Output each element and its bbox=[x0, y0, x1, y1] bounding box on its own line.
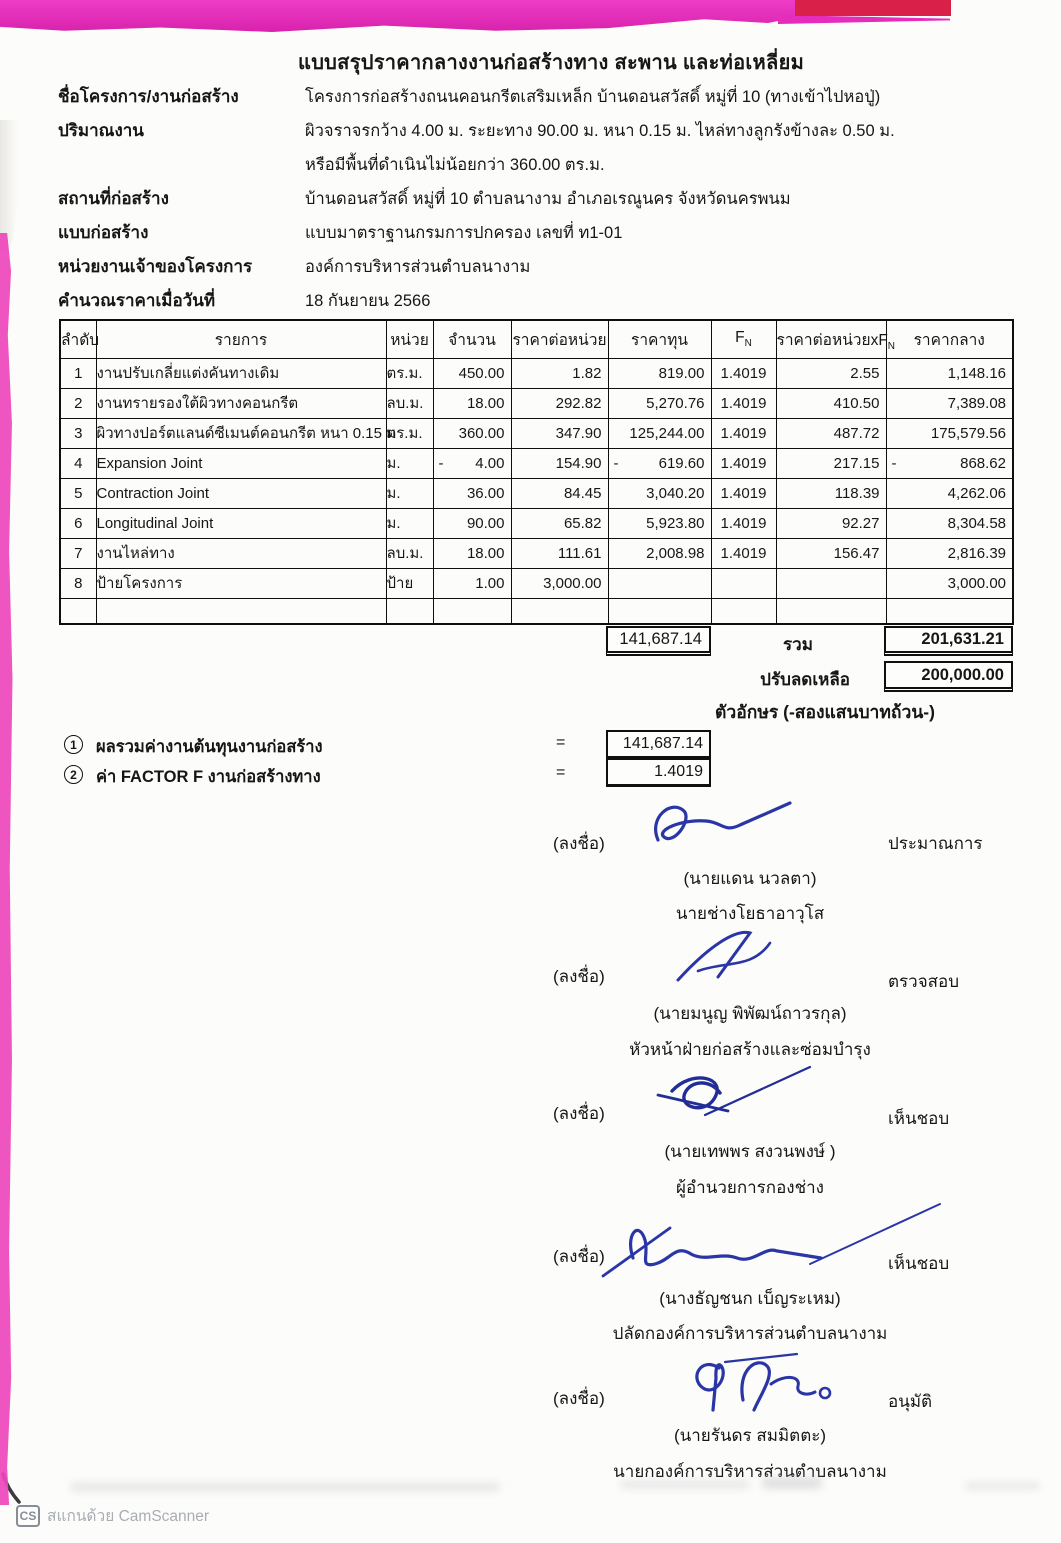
value: 1.00 bbox=[475, 574, 505, 592]
scan-artifact-left-strip bbox=[0, 233, 13, 1505]
cell-factor-f: 1.4019 bbox=[711, 538, 776, 568]
cell-mid-price bbox=[886, 508, 1013, 538]
cell-unit-price bbox=[511, 418, 608, 448]
cell-item-description: Contraction Joint bbox=[96, 478, 386, 508]
table-header-cell bbox=[886, 320, 1013, 358]
scan-ghost-smudge bbox=[762, 1477, 822, 1489]
cell-quantity bbox=[433, 358, 511, 388]
value: 8,304.58 bbox=[947, 514, 1006, 532]
cell-unit-price-xfn bbox=[776, 358, 886, 388]
cell-index: 7 bbox=[60, 538, 96, 568]
value: 410.50 bbox=[833, 394, 880, 412]
cell-quantity bbox=[433, 568, 511, 598]
sum-label: รวม bbox=[783, 635, 813, 654]
value: 3,000.00 bbox=[947, 574, 1006, 592]
cell-mid-price bbox=[886, 568, 1013, 598]
field-label: คำนวณราคาเมื่อวันที่ bbox=[58, 291, 216, 310]
cell-cost bbox=[608, 598, 711, 624]
value: 3,000.00 bbox=[543, 574, 602, 592]
cell-index: 3 bbox=[60, 418, 96, 448]
sign-here-label: (ลงชื่อ) bbox=[553, 1247, 605, 1266]
cell-unit-price bbox=[511, 478, 608, 508]
cell-unit-price bbox=[511, 568, 608, 598]
equals-sign: = bbox=[556, 734, 566, 751]
document-title: แบบสรุปราคากลางงานก่อสร้างทาง สะพาน และท่อเหลี่ยม bbox=[298, 52, 805, 74]
value: 65.82 bbox=[563, 514, 602, 532]
scan-page-curl-shadow bbox=[0, 120, 18, 250]
value: 92.27 bbox=[841, 514, 880, 532]
table-row bbox=[60, 388, 1013, 418]
header-field-row bbox=[58, 184, 1018, 218]
cell-factor-f: 1.4019 bbox=[711, 358, 776, 388]
value: 175,579.56 bbox=[930, 424, 1006, 442]
amount-in-words: ตัวอักษร (-สองแสนบาทถ้วน-) bbox=[715, 702, 935, 722]
value: 347.90 bbox=[555, 424, 602, 442]
cell-mid-price bbox=[886, 598, 1013, 624]
cell-unit-price-xfn bbox=[776, 388, 886, 418]
signature-role: ประมาณการ bbox=[888, 834, 983, 853]
value: 84.45 bbox=[563, 484, 602, 502]
table-row bbox=[60, 478, 1013, 508]
field-label: หน่วยงานเจ้าของโครงการ bbox=[58, 257, 253, 276]
summary-value-2-box: 1.4019 bbox=[606, 758, 711, 787]
signature-role: อนุมัติ bbox=[888, 1392, 933, 1411]
cell-item-description: ผิวทางปอร์ตแลนด์ซีเมนต์คอนกรีต หนา 0.15 ม bbox=[96, 418, 386, 448]
header-text: ราคาทุน bbox=[631, 331, 688, 349]
cell-mid-price bbox=[886, 388, 1013, 418]
cell-index: 4 bbox=[60, 448, 96, 478]
header-fields bbox=[58, 82, 1018, 320]
value: 819.00 bbox=[658, 364, 705, 382]
value: 90.00 bbox=[466, 514, 505, 532]
cell-unit-price bbox=[511, 508, 608, 538]
cell-item-description: Longitudinal Joint bbox=[96, 508, 386, 538]
cell-unit-price-xfn bbox=[776, 418, 886, 448]
value: 292.82 bbox=[555, 394, 602, 412]
value: 487.72 bbox=[833, 424, 880, 442]
header-text: รายการ bbox=[214, 331, 268, 349]
sign-here-label: (ลงชื่อ) bbox=[553, 1389, 605, 1408]
cell-unit-price-xfn bbox=[776, 538, 886, 568]
value: 868.62 bbox=[960, 454, 1006, 472]
field-value: หรือมีพื้นที่ดำเนินไม่น้อยกว่า 360.00 ตร.ม. bbox=[305, 156, 605, 174]
cell-cost bbox=[608, 358, 711, 388]
field-label: แบบก่อสร้าง bbox=[58, 223, 149, 242]
cell-cost bbox=[608, 568, 711, 598]
signer-position: นายช่างโยธาอาวุโส bbox=[675, 904, 825, 923]
cell-unit: ป้าย bbox=[386, 568, 433, 598]
header-field-row bbox=[58, 218, 1018, 252]
reduced-value-box: 200,000.00 bbox=[884, 661, 1013, 692]
header-field-row bbox=[58, 252, 1018, 286]
field-value: 18 กันยายน 2566 bbox=[305, 292, 431, 310]
scan-artifact-top-strip bbox=[0, 0, 800, 32]
cell-cost bbox=[608, 418, 711, 448]
summary-label-2: ค่า FACTOR F งานก่อสร้างทาง bbox=[96, 768, 321, 786]
cell-item-description bbox=[96, 598, 386, 624]
cell-factor-f: 1.4019 bbox=[711, 388, 776, 418]
table-header-cell bbox=[511, 320, 608, 358]
cell-index: 2 bbox=[60, 388, 96, 418]
header-field-row bbox=[58, 150, 1018, 184]
header-field-row bbox=[58, 116, 1018, 150]
value: 360.00 bbox=[458, 424, 505, 442]
cell-unit-price-xfn bbox=[776, 598, 886, 624]
table-header-cell bbox=[433, 320, 511, 358]
value: 3,040.20 bbox=[646, 484, 705, 502]
signature-ink-2 bbox=[670, 925, 820, 987]
table-header-cell bbox=[96, 320, 386, 358]
header-subscript: N bbox=[744, 338, 752, 350]
summary-number-2: 2 bbox=[64, 765, 83, 784]
cell-factor-f: 1.4019 bbox=[711, 478, 776, 508]
value: 619.60 bbox=[658, 454, 705, 472]
cell-factor-f: 1.4019 bbox=[711, 418, 776, 448]
scan-ghost-smudge bbox=[70, 1482, 500, 1492]
field-value: ผิวจราจรกว้าง 4.00 ม. ระยะทาง 90.00 ม. หนา 0.15 ม. ไหล่ทางลูกรังข้างละ 0.50 ม. bbox=[305, 122, 895, 140]
header-text: F bbox=[735, 329, 745, 347]
cell-cost bbox=[608, 508, 711, 538]
cell-unit-price-xfn bbox=[776, 448, 886, 478]
cell-factor-f: 1.4019 bbox=[711, 508, 776, 538]
cell-unit: ลบ.ม. bbox=[386, 538, 433, 568]
table-header-cell bbox=[776, 320, 896, 358]
table-row bbox=[60, 538, 1013, 568]
cell-index: 1 bbox=[60, 358, 96, 388]
summary-value-1-box: 141,687.14 bbox=[606, 730, 711, 758]
value: 18.00 bbox=[466, 394, 505, 412]
cell-unit: ลบ.ม. bbox=[386, 388, 433, 418]
value: 1,148.16 bbox=[947, 364, 1006, 382]
signer-position: หัวหน้าฝ่ายก่อสร้างและซ่อมบำรุง bbox=[629, 1040, 871, 1059]
cell-mid-price bbox=[886, 478, 1013, 508]
cell-quantity bbox=[433, 508, 511, 538]
table-header-cell bbox=[60, 320, 100, 358]
cell-cost bbox=[608, 388, 711, 418]
cell-unit: ม. bbox=[386, 448, 433, 478]
cell-item-description: งานทรายรองใต้ผิวทางคอนกรีต bbox=[96, 388, 386, 418]
value: 1.82 bbox=[572, 364, 602, 382]
value: 4.00 bbox=[475, 454, 505, 472]
table-row bbox=[60, 568, 1013, 598]
cell-unit: ตร.ม. bbox=[386, 358, 433, 388]
camscanner-logo-icon: CS bbox=[16, 1505, 40, 1527]
scan-artifact-red-box bbox=[795, 0, 951, 16]
cell-unit: ม. bbox=[386, 508, 433, 538]
value: 156.47 bbox=[833, 544, 880, 562]
table-row bbox=[60, 418, 1013, 448]
table-row bbox=[60, 358, 1013, 388]
cost-total-box: 141,687.14 bbox=[606, 626, 711, 656]
cell-item-description: งานปรับเกลี่ยแต่งคันทางเดิม bbox=[96, 358, 386, 388]
table-row bbox=[60, 508, 1013, 538]
scan-ghost-smudge bbox=[965, 1482, 1040, 1490]
cell-quantity bbox=[433, 598, 511, 624]
field-value: องค์การบริหารส่วนตำบลนางาม bbox=[305, 258, 531, 276]
scan-ghost-smudge bbox=[620, 1480, 750, 1489]
equals-sign: = bbox=[556, 764, 566, 781]
cost-estimate-table bbox=[59, 319, 1012, 625]
cell-cost bbox=[608, 538, 711, 568]
signer-name: (นายมนูญ พิพัฒน์ถาวรกุล) bbox=[653, 1004, 847, 1023]
signer-name: (นายเทพพร สงวนพงษ์ ) bbox=[664, 1142, 836, 1161]
cell-quantity bbox=[433, 478, 511, 508]
scan-artifact-top-tail bbox=[778, 15, 950, 24]
signer-position: ปลัดกองค์การบริหารส่วนตำบลนางาม bbox=[612, 1324, 888, 1343]
table-row bbox=[60, 598, 1013, 624]
cell-item-description: งานไหล่ทาง bbox=[96, 538, 386, 568]
cell-unit-price bbox=[511, 388, 608, 418]
field-value: แบบมาตราฐานกรมการปกครอง เลขที่ ท1-01 bbox=[305, 224, 623, 242]
field-value: โครงการก่อสร้างถนนคอนกรีตเสริมเหล็ก บ้านดอนสวัสดิ์ หมู่ที่ 10 (ทางเข้าไปหอปู่) bbox=[305, 88, 881, 106]
signature-role: เห็นชอบ bbox=[888, 1109, 950, 1128]
header-text: หน่วย bbox=[390, 331, 429, 349]
field-value: บ้านดอนสวัสดิ์ หมู่ที่ 10 ตำบลนางาม อำเภอเรณูนคร จังหวัดนครพนม bbox=[305, 190, 791, 208]
cell-mid-price bbox=[886, 448, 1013, 478]
signer-position: นายกองค์การบริหารส่วนตำบลนางาม bbox=[613, 1462, 887, 1481]
cell-mid-price bbox=[886, 538, 1013, 568]
value: 5,270.76 bbox=[646, 394, 705, 412]
cell-index: 5 bbox=[60, 478, 96, 508]
value: 217.15 bbox=[833, 454, 880, 472]
signature-ink-1 bbox=[640, 795, 815, 860]
dash: - bbox=[613, 454, 619, 472]
cell-unit bbox=[386, 598, 433, 624]
cell-index: 8 bbox=[60, 568, 96, 598]
table-header-cell bbox=[608, 320, 711, 358]
camscanner-watermark-text: สแกนด้วย CamScanner bbox=[47, 1508, 210, 1525]
header-text: ราคาต่อหน่วยxF bbox=[776, 331, 888, 349]
cell-index: 6 bbox=[60, 508, 96, 538]
cell-quantity bbox=[433, 538, 511, 568]
summary-number-1: 1 bbox=[64, 735, 83, 754]
cell-item-description: ป้ายโครงการ bbox=[96, 568, 386, 598]
signature-role: ตรวจสอบ bbox=[888, 972, 960, 991]
field-label: ปริมาณงาน bbox=[58, 121, 144, 140]
cell-index bbox=[60, 598, 96, 624]
header-field-row bbox=[58, 286, 1018, 320]
signer-position: ผู้อำนวยการกองช่าง bbox=[675, 1178, 824, 1197]
cell-cost bbox=[608, 478, 711, 508]
sign-here-label: (ลงชื่อ) bbox=[553, 1104, 605, 1123]
value: 2,008.98 bbox=[646, 544, 705, 562]
summary-label-1: ผลรวมค่างานต้นทุนงานก่อสร้าง bbox=[96, 738, 323, 756]
cell-mid-price bbox=[886, 418, 1013, 448]
cell-item-description: Expansion Joint bbox=[96, 448, 386, 478]
cell-factor-f: 1.4019 bbox=[711, 448, 776, 478]
sign-here-label: (ลงชื่อ) bbox=[553, 967, 605, 986]
camscanner-watermark bbox=[16, 1503, 209, 1528]
value: 5,923.80 bbox=[646, 514, 705, 532]
table-header-row bbox=[60, 320, 1013, 358]
cell-unit: ม. bbox=[386, 478, 433, 508]
value: 450.00 bbox=[458, 364, 505, 382]
header-text: ราคากลาง bbox=[913, 331, 985, 349]
table-header-cell bbox=[711, 320, 776, 358]
header-text: ราคาต่อหน่วย bbox=[512, 331, 607, 349]
signer-name: (นายแดน นวลตา) bbox=[683, 869, 817, 888]
dash: - bbox=[438, 454, 444, 472]
dash: - bbox=[891, 454, 897, 472]
value: 2,816.39 bbox=[947, 544, 1006, 562]
signer-name: (นายรันดร สมมิตตะ) bbox=[673, 1426, 827, 1445]
cell-mid-price bbox=[886, 358, 1013, 388]
grand-total-box: 201,631.21 bbox=[884, 626, 1013, 656]
cell-unit-price bbox=[511, 358, 608, 388]
header-subscript: N bbox=[887, 340, 896, 352]
header-field-row bbox=[58, 82, 1018, 116]
table-header-cell bbox=[386, 320, 433, 358]
value: 118.39 bbox=[834, 484, 880, 502]
table-row bbox=[60, 448, 1013, 478]
field-label: สถานที่ก่อสร้าง bbox=[58, 189, 169, 208]
cell-unit-price bbox=[511, 448, 608, 478]
cell-cost bbox=[608, 448, 711, 478]
reduced-label: ปรับลดเหลือ bbox=[760, 670, 850, 689]
signature-ink-5 bbox=[685, 1352, 860, 1424]
value: 4,262.06 bbox=[947, 484, 1006, 502]
value: 111.61 bbox=[557, 544, 602, 562]
value: 18.00 bbox=[466, 544, 505, 562]
cell-quantity bbox=[433, 448, 511, 478]
signature-role: เห็นชอบ bbox=[888, 1254, 950, 1273]
header-text: ลำดับ bbox=[61, 331, 100, 349]
value: 154.90 bbox=[555, 454, 602, 472]
cell-unit-price-xfn bbox=[776, 478, 886, 508]
value: 7,389.08 bbox=[947, 394, 1006, 412]
cell-unit: ตร.ม. bbox=[386, 418, 433, 448]
cell-unit-price-xfn bbox=[776, 568, 886, 598]
value: 2.55 bbox=[850, 364, 880, 382]
signature-ink-4 bbox=[595, 1196, 950, 1291]
cell-quantity bbox=[433, 388, 511, 418]
cell-unit-price-xfn bbox=[776, 508, 886, 538]
field-label: ชื่อโครงการ/งานก่อสร้าง bbox=[58, 87, 239, 106]
cell-factor-f bbox=[711, 568, 776, 598]
cell-unit-price bbox=[511, 538, 608, 568]
cell-unit-price bbox=[511, 598, 608, 624]
signer-name: (นางธัญชนก เบ็ญระเหม) bbox=[659, 1289, 841, 1308]
sign-here-label: (ลงชื่อ) bbox=[553, 834, 605, 853]
value: 125,244.00 bbox=[629, 424, 705, 442]
value: 36.00 bbox=[466, 484, 505, 502]
cell-quantity bbox=[433, 418, 511, 448]
signature-ink-3 bbox=[650, 1063, 830, 1133]
cell-factor-f bbox=[711, 598, 776, 624]
header-text: จำนวน bbox=[448, 331, 496, 349]
